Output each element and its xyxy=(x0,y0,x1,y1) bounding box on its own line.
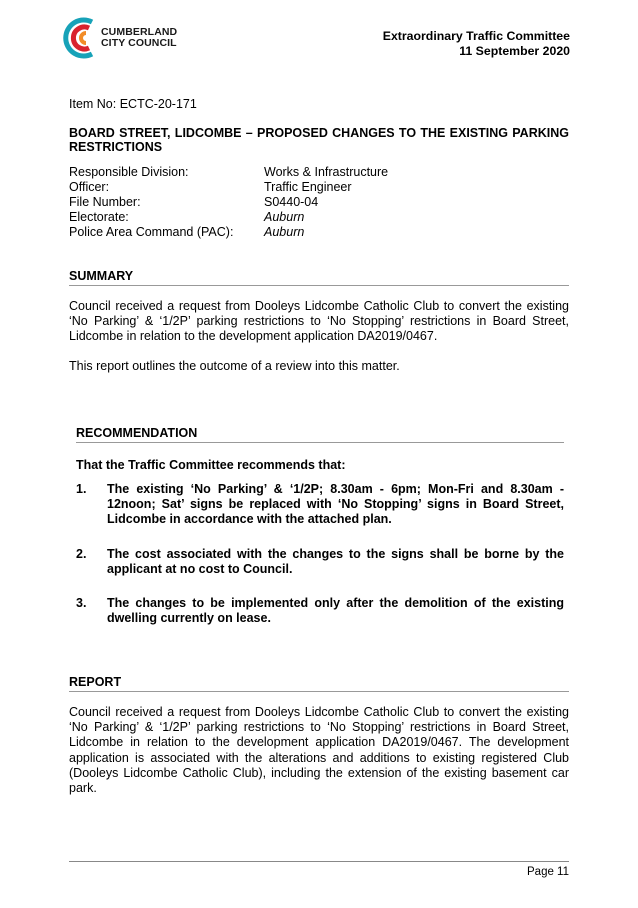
report-title: BOARD STREET, LIDCOMBE – PROPOSED CHANGES TO THE EXISTING PARKING RESTRICTIONS xyxy=(69,126,569,154)
list-text: The cost associated with the changes to the signs shall be borne by the applicant at no cost to Council. xyxy=(107,546,564,576)
list-number: 1. xyxy=(76,482,87,496)
summary-heading: SUMMARY xyxy=(69,269,134,283)
logo-text xyxy=(101,27,177,49)
footer-divider xyxy=(69,861,569,862)
meta-label: Electorate: xyxy=(69,210,129,224)
report-paragraph: Council received a request from Dooleys Lidcombe Catholic Club to convert the existing ‘No Parking’ & ‘1/2P’ parking restrictions to ‘No Stopping’ restrictions in Board Street, Lidcombe in relation to the development application DA2019/0467. The development application is associated with the alterations and additions to existing registered Club (Dooleys Lidcombe Catholic Club), including the extension of the existing basement car park. xyxy=(69,705,569,796)
logo-line-1: CUMBERLAND xyxy=(101,26,178,38)
list-item xyxy=(76,596,564,626)
meta-label: Police Area Command (PAC): xyxy=(69,225,234,239)
meta-row xyxy=(69,165,388,180)
list-number: 2. xyxy=(76,546,87,561)
recommendation-intro: That the Traffic Committee recommends that: xyxy=(76,458,346,472)
meta-row xyxy=(69,180,388,195)
meta-row xyxy=(69,210,388,225)
summary-paragraph: Council received a request from Dooleys Lidcombe Catholic Club to convert the existing ‘No Parking’ & ‘1/2P’ parking restrictions to ‘No Stopping’ restrictions in Board Street, Lidcombe in relation to the development application DA2019/0467. xyxy=(69,299,569,344)
meta-value: S0440-04 xyxy=(264,195,319,209)
section-divider xyxy=(69,691,569,692)
report-heading: REPORT xyxy=(69,675,122,689)
meeting-date: 11 September 2020 xyxy=(459,43,570,58)
meta-value: Auburn xyxy=(264,225,305,239)
recommendation-list xyxy=(76,482,564,626)
list-number: 3. xyxy=(76,596,87,611)
logo-line-2: CITY COUNCIL xyxy=(101,37,177,49)
meta-label: Responsible Division: xyxy=(69,165,189,179)
section-divider xyxy=(76,442,564,443)
recommendation-heading: RECOMMENDATION xyxy=(76,426,198,440)
list-item xyxy=(76,547,564,577)
section-divider xyxy=(69,285,569,286)
list-text: The existing ‘No Parking’ & ‘1/2P; 8.30am - 6pm; Mon-Fri and 8.30am - 12noon; Sat’ signs be replaced with ‘No Stopping’ signs in Board Street, Lidcombe in accordance with the attached plan. xyxy=(107,482,564,527)
meta-row xyxy=(69,195,388,210)
meta-value: Traffic Engineer xyxy=(264,180,352,194)
meta-label: Officer: xyxy=(69,180,110,194)
logo-mark-icon xyxy=(62,14,102,62)
meta-label: File Number: xyxy=(69,195,141,209)
item-number: Item No: ECTC-20-171 xyxy=(69,97,197,111)
list-text: The changes to be implemented only after the demolition of the existing dwelling currently on lease. xyxy=(107,596,564,626)
document-header xyxy=(383,29,570,58)
meta-value: Works & Infrastructure xyxy=(264,165,389,179)
meta-value: Auburn xyxy=(264,210,305,224)
page-number: Page 11 xyxy=(527,866,569,878)
committee-name: Extraordinary Traffic Committee xyxy=(382,29,570,43)
list-item xyxy=(76,482,564,528)
report-metadata xyxy=(69,165,388,240)
meta-row xyxy=(69,225,388,240)
summary-paragraph-2: This report outlines the outcome of a review into this matter. xyxy=(69,359,400,373)
